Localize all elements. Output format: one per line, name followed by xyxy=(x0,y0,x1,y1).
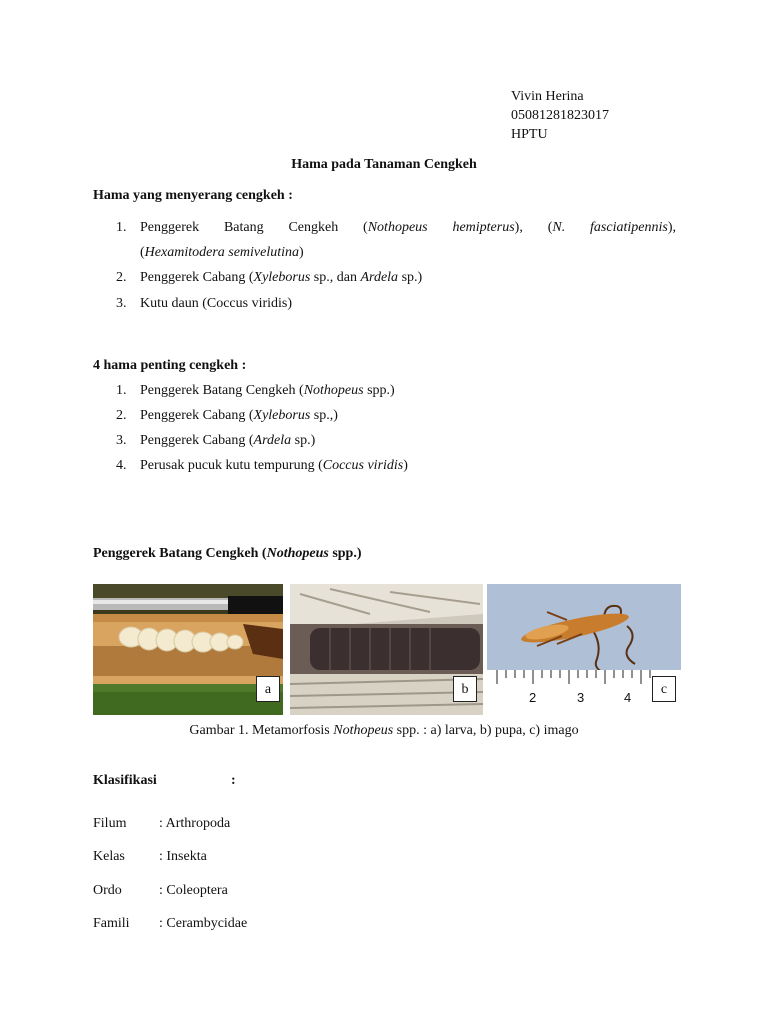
list-item-text xyxy=(140,220,676,236)
italic-word: Coccus viridis xyxy=(322,458,404,473)
author-dept: HPTU xyxy=(511,127,548,142)
paren: ), xyxy=(514,220,523,235)
page-title: Hama pada Tanaman Cengkeh xyxy=(291,157,477,172)
text: Penggerek Batang Cengkeh ( xyxy=(93,546,267,561)
author-block xyxy=(511,87,609,144)
list-number: 2. xyxy=(116,408,127,423)
text: sp.,) xyxy=(310,408,338,423)
italic-word: Nothopeus xyxy=(266,546,329,561)
word xyxy=(363,220,428,236)
italic-word: Xyleborus xyxy=(253,408,311,423)
text: ) xyxy=(403,458,408,473)
list-item-text xyxy=(140,458,408,474)
photo-larva xyxy=(93,584,283,715)
label-a: a xyxy=(256,676,280,702)
section3-heading xyxy=(93,546,362,562)
list-item-text xyxy=(140,433,315,449)
text: sp.) xyxy=(398,270,423,285)
class-key: Filum xyxy=(93,816,127,831)
list-item-text xyxy=(140,270,422,286)
word: Cengkeh xyxy=(288,220,339,235)
paren: ( xyxy=(547,220,553,235)
classification-row xyxy=(93,916,247,932)
text: Penggerek Cabang ( xyxy=(140,270,254,285)
list-number: 1. xyxy=(116,220,127,235)
larva-image xyxy=(93,584,283,715)
italic-word: hemipterus xyxy=(452,220,515,235)
label-c: c xyxy=(652,676,676,702)
word: Penggerek xyxy=(140,220,200,235)
italic-word: fasciatipennis xyxy=(590,220,668,235)
list-number: 4. xyxy=(116,458,127,473)
ruler-number: 2 xyxy=(529,690,537,705)
list-number: 3. xyxy=(116,433,127,448)
author-name: Vivin Herina xyxy=(511,89,584,104)
author-id: 05081281823017 xyxy=(511,108,609,123)
italic-word: Ardela xyxy=(253,433,292,448)
list-item-text xyxy=(140,408,338,424)
photo-pupa xyxy=(290,584,483,715)
word xyxy=(548,220,566,236)
text: spp.) xyxy=(363,383,395,398)
text: sp., dan xyxy=(310,270,361,285)
text: Penggerek Cabang ( xyxy=(140,433,254,448)
text: spp. : a) larva, b) pupa, c) imago xyxy=(393,723,579,738)
paren: ) xyxy=(299,245,304,260)
italic-word: Nothopeus xyxy=(367,220,428,235)
list-number: 1. xyxy=(116,383,127,398)
list-item-text xyxy=(140,383,395,399)
list-number: 3. xyxy=(116,296,127,311)
classification-row xyxy=(93,883,228,899)
paren: ), xyxy=(667,220,676,235)
word: Batang xyxy=(223,220,264,235)
section2-heading: 4 hama penting cengkeh : xyxy=(93,358,247,373)
classification-row xyxy=(93,816,230,832)
text: Gambar 1. Metamorfosis xyxy=(189,723,334,738)
list-item-text: Kutu daun (Coccus viridis) xyxy=(140,296,293,311)
section1-heading: Hama yang menyerang cengkeh : xyxy=(93,188,293,203)
classification-heading: Klasifikasi xyxy=(93,773,157,788)
word xyxy=(452,220,522,236)
class-key: Famili xyxy=(93,916,130,931)
class-value: : Cerambycidae xyxy=(159,916,248,931)
class-value: : Coleoptera xyxy=(159,883,228,898)
text: Perusak pucuk kutu tempurung ( xyxy=(140,458,323,473)
text: sp.) xyxy=(291,433,316,448)
italic-word: Nothopeus xyxy=(303,383,364,398)
class-key: Kelas xyxy=(93,849,125,864)
ruler-number: 3 xyxy=(577,690,585,705)
ruler-number: 4 xyxy=(624,690,632,705)
list-item-text xyxy=(140,245,304,261)
classification-row xyxy=(93,849,207,865)
list-number: 2. xyxy=(116,270,127,285)
class-value: : Arthropoda xyxy=(159,816,231,831)
classification-colon: : xyxy=(231,773,236,788)
text: Penggerek Cabang ( xyxy=(140,408,254,423)
paren: ( xyxy=(363,220,368,235)
italic-word: Ardela xyxy=(360,270,399,285)
figure-caption xyxy=(0,723,768,739)
class-value: : Insekta xyxy=(159,849,207,864)
italic-word: N. xyxy=(552,220,566,235)
italic-word: Xyleborus xyxy=(253,270,311,285)
label-b: b xyxy=(453,676,477,702)
text: Penggerek Batang Cengkeh ( xyxy=(140,383,304,398)
photo-imago xyxy=(487,584,681,715)
paren: ( xyxy=(140,245,145,260)
italic-word: Nothopeus xyxy=(333,723,394,738)
word xyxy=(590,220,676,236)
italic-word: Hexamitodera semivelutina xyxy=(144,245,300,260)
class-key: Ordo xyxy=(93,883,122,898)
text: spp.) xyxy=(328,546,362,561)
